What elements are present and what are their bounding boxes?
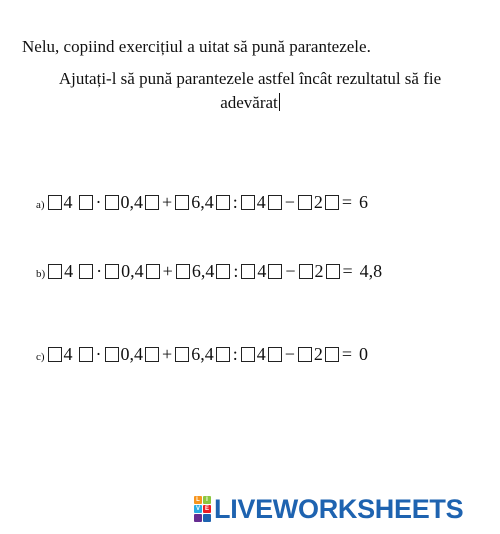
logo-letter: E [204,506,209,512]
operator: + [162,343,173,364]
paren-box[interactable] [48,264,62,279]
intro-text: Nelu, copiind exercițiul a uitat să pună parantezele. [22,37,371,56]
logo-tile [203,514,211,522]
operator: − [285,260,296,281]
logo-tile [194,514,202,522]
result: 0 [359,343,369,364]
equation-b [36,259,382,283]
operand: 6,4 [191,343,214,364]
operand: 0,4 [121,260,144,281]
logo-letter: V [195,506,200,512]
paren-box[interactable] [216,195,230,210]
paren-box[interactable] [145,347,159,362]
paren-box[interactable] [175,195,189,210]
operand: 4 [63,191,73,212]
operand: 0,4 [120,191,144,212]
paren-box[interactable] [299,264,313,279]
equals-sign: = [342,260,353,281]
paren-box[interactable] [145,195,159,210]
paren-box[interactable] [325,195,339,210]
operator: · [96,260,103,281]
equals-sign: = [341,343,353,364]
operator: : [232,343,238,364]
equation-label: a) [36,199,45,211]
equals-sign: = [341,191,353,212]
operator: + [162,191,173,212]
logo-letter: I [203,496,211,504]
operator: · [95,191,102,212]
equation-a [36,190,368,214]
paren-box[interactable] [105,264,119,279]
operand: 0,4 [120,343,144,364]
paren-box[interactable] [79,347,93,362]
operator: − [284,191,295,212]
liveworksheets-logo[interactable] [194,493,464,524]
paren-box[interactable] [268,264,282,279]
paren-box[interactable] [146,264,160,279]
task-instruction [0,67,500,115]
paren-box[interactable] [105,195,119,210]
paren-box[interactable] [79,195,93,210]
operand: 2 [314,260,324,281]
operand: 6,4 [191,191,214,212]
paren-box[interactable] [48,347,62,362]
paren-box[interactable] [241,264,255,279]
operand: 2 [313,343,323,364]
operator: + [162,260,173,281]
equation-c [36,342,368,366]
task-line-2: adevărat [220,93,278,112]
operand: 4 [256,343,266,364]
text-cursor [279,93,280,111]
paren-box[interactable] [176,264,190,279]
paren-box[interactable] [241,347,255,362]
paren-box[interactable] [298,347,312,362]
logo-wordmark: LIVEWORKSHEETS [214,493,464,524]
logo-letter: L [194,496,202,504]
logo-mark-icon [194,496,211,522]
operator: : [232,191,238,212]
paren-box[interactable] [241,195,255,210]
task-line-1: Ajutați-l să pună parantezele astfel încât rezultatul să fie [58,69,442,88]
paren-box[interactable] [175,347,189,362]
operand: 2 [313,191,323,212]
result: 6 [359,191,369,212]
paren-box[interactable] [298,195,312,210]
paren-box[interactable] [325,347,339,362]
paren-box[interactable] [79,264,93,279]
paren-box[interactable] [105,347,119,362]
operator: − [284,343,295,364]
paren-box[interactable] [268,195,282,210]
equation-label: b) [36,268,46,280]
operand: 4 [64,260,74,281]
paren-box[interactable] [216,264,230,279]
operand: 4 [257,260,267,281]
equation-label: c) [36,351,45,363]
paren-box[interactable] [48,195,62,210]
paren-box[interactable] [268,347,282,362]
operand: 4 [256,191,266,212]
operand: 4 [63,343,73,364]
operator: : [233,260,239,281]
result: 4,8 [359,260,383,281]
operand: 6,4 [191,260,215,281]
paren-box[interactable] [326,264,340,279]
operator: · [95,343,102,364]
paren-box[interactable] [216,347,230,362]
